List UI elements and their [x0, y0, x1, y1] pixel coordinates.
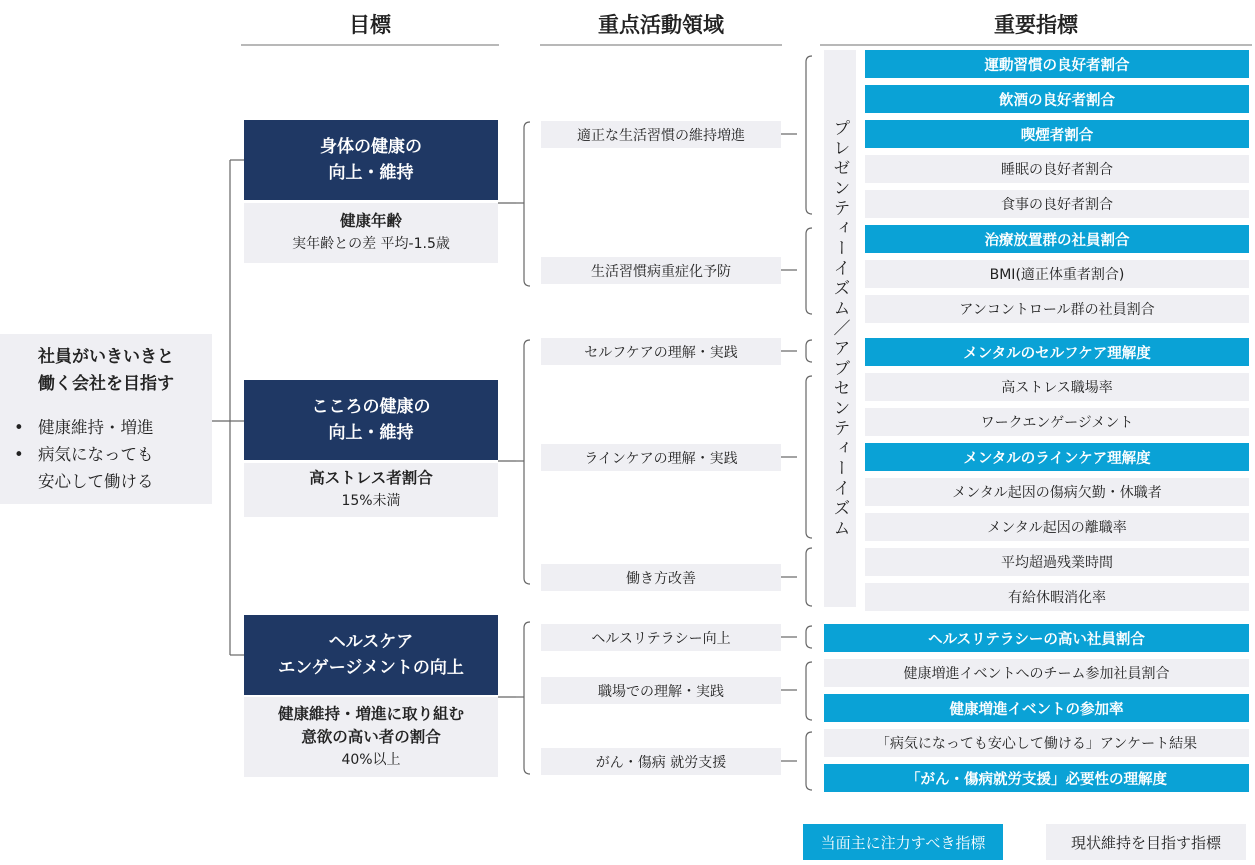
indicator-item: ワークエンゲージメント [865, 408, 1249, 436]
indicator-item: 「病気になっても安心して働ける」アンケート結果 [824, 729, 1249, 757]
area-item: ラインケアの理解・実践 [541, 444, 781, 471]
goal-physical-title: 身体の健康の 向上・維持 [244, 120, 498, 200]
main-objective-box [0, 334, 212, 504]
goal-kpi-name-2: 意欲の高い者の割合 [301, 727, 441, 746]
header-area: 重点活動領域 [540, 4, 782, 46]
main-bullet: • 健康維持・増進 [14, 418, 154, 437]
goal-kpi-name: 高ストレス者割合 [309, 469, 433, 487]
header-indicator: 重要指標 [820, 4, 1252, 46]
goal-kpi-name: 健康年齢 [339, 212, 402, 230]
main-title-line1: 社員がいきいきと [38, 347, 174, 367]
area-item: ヘルスリテラシー向上 [541, 624, 781, 651]
area-item: 生活習慣病重症化予防 [541, 257, 781, 284]
main-bullet: • 病気になっても [14, 445, 154, 464]
goal-engagement-kpi [244, 697, 498, 777]
area-item: 適正な生活習慣の維持増進 [541, 121, 781, 148]
indicator-item: 運動習慣の良好者割合 [865, 50, 1249, 78]
indicator-item: メンタルのセルフケア理解度 [865, 338, 1249, 366]
indicator-item: 高ストレス職場率 [865, 373, 1249, 401]
indicator-item: アンコントロール群の社員割合 [865, 295, 1249, 323]
indicator-item: 有給休暇消化率 [865, 583, 1249, 611]
area-item: セルフケアの理解・実践 [541, 338, 781, 365]
indicator-item: 睡眠の良好者割合 [865, 155, 1249, 183]
legend-priority: 当面主に注力すべき指標 [803, 824, 1003, 860]
presenteeism-absenteeism-label: プレゼンティーイズム／アブセンティーイズム [824, 50, 856, 607]
indicator-item: 治療放置群の社員割合 [865, 225, 1249, 253]
indicator-item: 喫煙者割合 [865, 120, 1249, 148]
indicator-item: ヘルスリテラシーの高い社員割合 [824, 624, 1249, 652]
area-item: 働き方改善 [541, 564, 781, 591]
indicator-item: BMI(適正体重者割合) [865, 260, 1249, 288]
goal-physical-kpi [244, 203, 498, 263]
indicator-item: 平均超過残業時間 [865, 548, 1249, 576]
indicator-item: メンタル起因の離職率 [865, 513, 1249, 541]
indicator-item: 「がん・傷病就労支援」必要性の理解度 [824, 764, 1249, 792]
indicator-item: 健康増進イベントへのチーム参加社員割合 [824, 659, 1249, 687]
goal-kpi-target: 40%以上 [341, 751, 401, 768]
indicator-item: 食事の良好者割合 [865, 190, 1249, 218]
indicator-item: 飲酒の良好者割合 [865, 85, 1249, 113]
indicator-item: メンタル起因の傷病欠勤・休職者 [865, 478, 1249, 506]
main-bullet: 安心して働ける [38, 472, 154, 491]
goal-kpi-target: 実年齢との差 平均-1.5歳 [292, 236, 450, 252]
goal-mental-title: こころの健康の 向上・維持 [244, 380, 498, 460]
goal-kpi-target: 15%未満 [341, 493, 401, 509]
area-item: 職場での理解・実践 [541, 677, 781, 704]
area-item: がん・傷病 就労支援 [541, 748, 781, 775]
indicator-item: 健康増進イベントの参加率 [824, 694, 1249, 722]
goal-kpi-name: 健康維持・増進に取り組む [277, 704, 464, 723]
header-goal: 目標 [241, 4, 499, 46]
legend-maintain: 現状維持を目指す指標 [1046, 824, 1246, 860]
main-title-line2: 働く会社を目指す [38, 374, 174, 394]
goal-mental-kpi [244, 463, 498, 517]
goal-engagement-title: ヘルスケア エンゲージメントの向上 [244, 615, 498, 695]
indicator-item: メンタルのラインケア理解度 [865, 443, 1249, 471]
main-bullet-list [0, 414, 212, 495]
